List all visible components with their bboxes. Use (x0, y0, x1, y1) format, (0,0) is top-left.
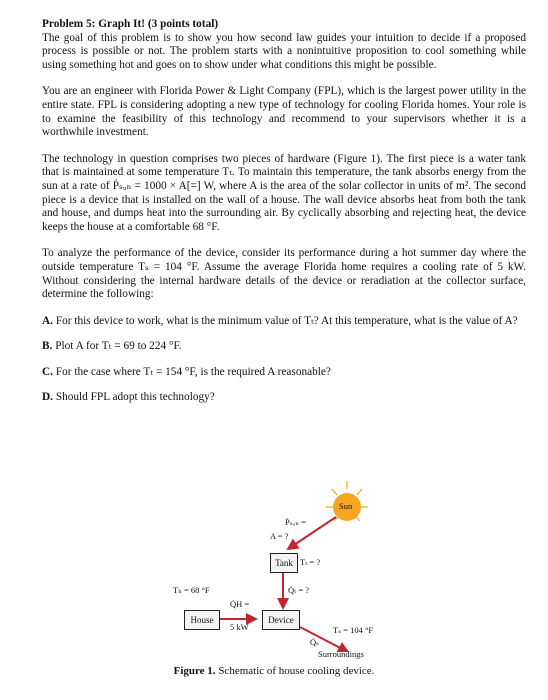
caption-label: Figure 1. (173, 665, 216, 677)
figure-caption (0, 665, 548, 677)
question-label: B. (42, 340, 53, 353)
paragraph-technology: The technology in question comprises two pieces of hardware (Figure 1). The first piece is a water tank that is maintained at some temperature Tₜ. To maintain this temperature, the tank absorbs energy from the sun at a rate of Ṗₛᵤₙ = 1000 × A[=] W, where A is the area of the solar collector in units of m². The second piece is a device that is installed on the wall of a house. The wall device absorbs heat from both the tank and house, and dumps heat into the surrounding air. By cyclically absorbing and rejecting heat, the device keeps the house at a comfortable 68 °F. (42, 152, 526, 233)
question-text: Plot A for Tₜ = 69 to 224 °F. (55, 340, 182, 353)
surroundings-temperature-label: Tₛ = 104 °F (333, 625, 374, 635)
house-temperature-label: Tₕ = 68 °F (173, 585, 210, 595)
question-text: For the case where Tₜ = 154 °F, is the required A reasonable? (55, 365, 331, 378)
question-label: A. (42, 314, 53, 327)
surroundings-label: Surroundings (318, 649, 364, 659)
question-d (42, 391, 526, 405)
q-house-value: 5 kW (230, 622, 249, 632)
figure-1-schematic (150, 477, 410, 659)
question-label: D. (42, 391, 53, 404)
tank-temperature-label: Tₜ = ? (300, 557, 321, 567)
question-label: C. (42, 365, 53, 378)
question-text: For this device to work, what is the minimum value of Tₜ? At this temperature, what is the value of A? (55, 314, 518, 327)
tank-box: Tank (270, 553, 298, 573)
sun-label: Sun (339, 501, 353, 511)
p-sun-label: Ṗₛᵤₙ = (285, 517, 306, 527)
caption-text: Schematic of house cooling device. (218, 665, 375, 677)
question-text: Should FPL adopt this technology? (55, 391, 215, 404)
question-b (42, 340, 526, 354)
paragraph-goal: The goal of this problem is to show you how second law guides your intuition to decide if a proposed process is possible or not. The problem starts with a nonintuitive proposition to cool something while using something hot and goes on to show under what conditions this might be possible. (42, 31, 526, 71)
paragraph-analysis: To analyze the performance of the device, consider its performance during a hot summer day where the outside temperature Tₛ = 104 °F. Assume the average Florida home requires a cooling rate of 5 kW. Without considering the internal hardware details of the device or reradiation at the collector surface, determine the following: (42, 247, 526, 301)
paragraph-role: You are an engineer with Florida Power & Light Company (FPL), which is the largest power utility in the entire state. FPL is considering adopting a new type of technology for cooling Florida homes. Your role is to examine the feasibility of this technology and recommend to your supervisors whether it is a worthwhile investment. (42, 85, 526, 139)
question-a (42, 315, 526, 329)
area-label: A = ? (270, 531, 289, 541)
house-box: House (184, 610, 220, 630)
q-house-label: Q̇H = (230, 599, 250, 609)
problem-title: Problem 5: Graph It! (3 points total) (42, 18, 219, 30)
device-box: Device (262, 610, 300, 630)
q-tank-label: Q̇ₜ = ? (288, 585, 310, 595)
problem-text (42, 18, 526, 417)
question-c (42, 366, 526, 380)
q-surroundings-label: Q̇ₛ (310, 637, 320, 647)
